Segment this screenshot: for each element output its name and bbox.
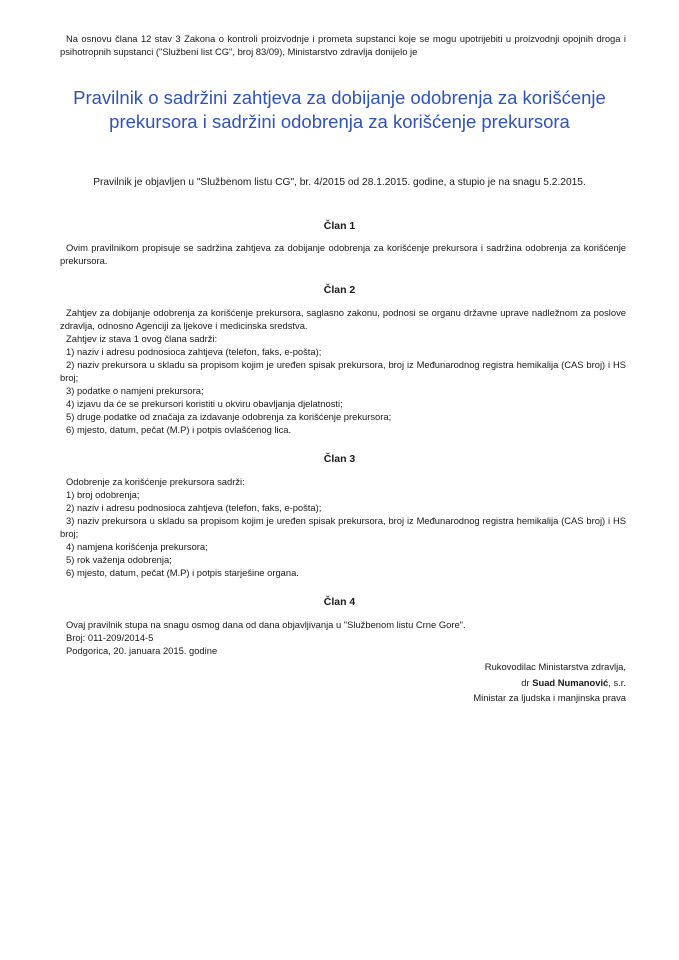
clan-2-item: 1) naziv i adresu podnosioca zahtjeva (telefon, faks, e-pošta); [66,346,322,357]
clan-2-heading: Član 2 [323,284,356,296]
clan-2-item: 5) druge podatke od značaja za izdavanje odobrenja za korišćenje prekursora; [66,411,392,422]
clan-3-item: 2) naziv i adresu podnosioca zahtjeva (telefon, faks, e-pošta); [66,502,322,513]
clan-1-body [60,241,626,267]
signature-suffix: , s.r. [608,676,626,688]
signature-name-line [473,675,626,691]
clan-4-text: Ovaj pravilnik stupa na snagu osmog dana od dana objavljivanja u "Službenom listu Crne Gore". [66,619,466,630]
clan-1-text: Ovim pravilnikom propisuje se sadržina zahtjeva za dobijanje odobrenja za korišćenje prekursora i sadržina odobrenja za korišćenje prekursora. [60,242,626,266]
signature-prefix: dr [521,676,530,688]
clan-1-heading: Član 1 [323,220,356,232]
signature-role: Rukovodilac Ministarstva zdravlja, [484,661,626,672]
clan-3-item: 1) broj odobrenja; [66,489,140,500]
clan-2-item: 4) izjavu da će se prekursori koristiti u okviru obavljanja djelatnosti; [66,398,343,409]
clan-2-item: 6) mjesto, datum, pečat (M.P) i potpis ovlašćenog lica. [66,424,292,435]
publication-note: Pravilnik je objavljen u "Službenom listu CG", br. 4/2015 od 28.1.2015. godine, a stupio je na snagu 5.2.2015. [93,177,586,188]
clan-2-paragraph: Zahtjev za dobijanje odobrenja za korišćenje prekursora, saglasno zakonu, podnosi se organu državne uprave nadležnom za poslove zdravlja, odnosno Agenciji za ljekove i medicinska sredstva. [60,307,626,331]
clan-3-item: 4) namjena korišćenja prekursora; [66,541,208,552]
clan-3-item: 6) mjesto, datum, pečat (M.P) i potpis starješine organa. [66,567,299,578]
document-number: Broj: 011-209/2014-5 [66,632,154,643]
clan-4-body [60,618,626,657]
clan-2-item: 2) naziv prekursora u skladu sa propisom kojim je uređen spisak prekursora, broj iz Međunarodnog registra hemikalija (CAS broj) i HS broj; [60,359,626,383]
signature-block [473,659,626,706]
clan-2-item: 3) podatke o namjeni prekursora; [66,385,204,396]
clan-4-heading: Član 4 [323,596,356,608]
signature-name: Suad Numanović [532,676,609,688]
clan-3-item: 3) naziv prekursora u skladu sa propisom kojim je uređen spisak prekursora, broj iz Međunarodnog registra hemikalija (CAS broj) i HS broj; [60,515,626,539]
signature-title: Ministar za ljudska i manjinska prava [473,692,626,703]
document-title: Pravilnik o sadržini zahtjeva za dobijanje odobrenja za korišćenje prekursora i sadržini odobrenja za korišćenje prekursora [73,87,606,132]
clan-3-item: 5) rok važenja odobrenja; [66,554,172,565]
clan-3-heading: Član 3 [323,453,356,465]
clan-3-lead: Odobrenje za korišćenje prekursora sadrži: [66,476,245,487]
clan-2-body [60,306,626,436]
intro-paragraph: Na osnovu člana 12 stav 3 Zakona o kontroli proizvodnje i prometa supstanci koje se mogu upotrijebiti u proizvodnji opojnih droga i psihotropnih supstanci ("Službeni list CG", broj 83/09), Ministarstvo zdravlja donijelo je [60,33,626,57]
clan-3-body [60,475,626,579]
clan-2-lead: Zahtjev iz stava 1 ovog člana sadrži: [66,333,218,344]
place-and-date: Podgorica, 20. januara 2015. godine [66,645,218,656]
